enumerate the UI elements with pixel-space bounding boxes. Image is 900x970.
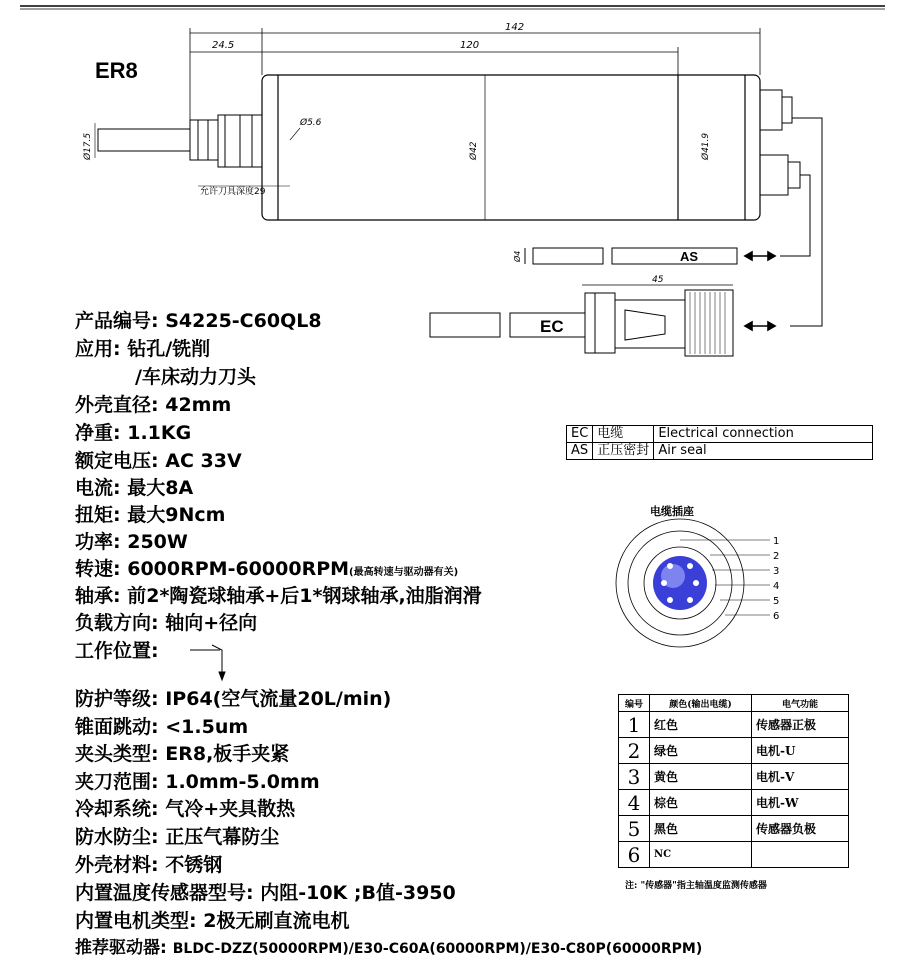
as-dia: Ø4 — [513, 250, 522, 262]
legend-row — [567, 426, 873, 443]
pin-label-6: 6 — [773, 611, 780, 622]
dim-front: 24.5 — [212, 40, 235, 51]
pin-color: 黄色 — [650, 764, 752, 790]
pin-num: 3 — [619, 764, 650, 790]
pin-table-note: 注: "传感器"指主轴温度监测传感器 — [625, 881, 767, 891]
spec-work-position: 工作位置: — [75, 640, 159, 662]
pin-func: 电机-V — [752, 764, 849, 790]
collet-label: ER8 — [95, 58, 138, 83]
legend-row — [567, 443, 873, 460]
ec-label: EC — [540, 317, 564, 336]
pin-table — [618, 694, 849, 868]
spec-driver: 推荐驱动器: BLDC-DZZ(50000RPM)/E30-C60A(60000RPM)/E30-C80P(60000RPM) — [75, 938, 703, 958]
pin-num: 2 — [619, 738, 650, 764]
spec-rated-voltage: 额定电压: AC 33V — [75, 450, 242, 472]
dim-rear-dia: Ø41.9 — [701, 132, 711, 160]
spec-application-cont: /车床动力刀头 — [135, 366, 256, 388]
pin-num: 1 — [619, 712, 650, 738]
spec-current: 电流: 最大8A — [75, 477, 194, 499]
spec-speed: 转速: 6000RPM-60000RPM(最高转速与驱动器有关) — [75, 558, 459, 580]
spec-product-id: 产品编号: S4225-C60QL8 — [75, 310, 322, 332]
pin-label-1: 1 — [773, 536, 780, 547]
dim-depth: 允许刀具深度29 — [200, 187, 266, 197]
legend-en: Electrical connection — [654, 426, 873, 443]
work-position-icon — [190, 645, 225, 680]
spec-runout: 锥面跳动: <1.5um — [75, 716, 249, 738]
dim-tool-dia: Ø5.6 — [300, 118, 322, 128]
spec-protection: 防护等级: IP64(空气流量20L/min) — [75, 688, 392, 710]
pin-label-2: 2 — [773, 551, 780, 562]
pin-num: 5 — [619, 816, 650, 842]
ec-len: 45 — [652, 275, 664, 285]
spec-clamp-range: 夹刀范围: 1.0mm-5.0mm — [75, 771, 320, 793]
pin-row — [619, 790, 849, 816]
dim-body: 120 — [460, 40, 480, 51]
spec-housing-material: 外壳材料: 不锈钢 — [75, 854, 223, 876]
legend-code: AS — [567, 443, 593, 460]
connector-title: 电缆插座 — [650, 505, 694, 518]
pin-row — [619, 738, 849, 764]
pin-label-5: 5 — [773, 596, 780, 607]
spec-dustproof: 防水防尘: 正压气幕防尘 — [75, 826, 280, 848]
pin-label-3: 3 — [773, 566, 780, 577]
pin-func — [752, 842, 849, 868]
dim-overall: 142 — [505, 22, 525, 33]
spec-temp-sensor: 内置温度传感器型号: 内阻-10K ;B值-3950 — [75, 882, 456, 904]
pin-color: NC — [650, 842, 752, 868]
spec-cooling: 冷却系统: 气冷+夹具散热 — [75, 798, 296, 820]
pin-row — [619, 764, 849, 790]
spec-collet-type: 夹头类型: ER8,板手夹紧 — [75, 743, 290, 765]
legend-table — [566, 425, 873, 460]
pin-table-header — [619, 695, 849, 712]
pin-func: 电机-W — [752, 790, 849, 816]
spec-torque: 扭矩: 最大9Ncm — [75, 504, 226, 526]
pin-color: 黑色 — [650, 816, 752, 842]
pin-row — [619, 712, 849, 738]
pin-color: 棕色 — [650, 790, 752, 816]
spec-bearing: 轴承: 前2*陶瓷球轴承+后1*钢球轴承,油脂润滑 — [75, 585, 482, 607]
pin-func: 电机-U — [752, 738, 849, 764]
spec-housing-diameter: 外壳直径: 42mm — [75, 394, 232, 416]
pin-color: 绿色 — [650, 738, 752, 764]
legend-cn: 正压密封 — [593, 443, 654, 460]
pin-func: 传感器负极 — [752, 816, 849, 842]
header-num: 编号 — [619, 695, 650, 712]
header-color: 颜色(输出电缆) — [650, 695, 752, 712]
connector-face — [616, 519, 744, 647]
pin-func: 传感器正极 — [752, 712, 849, 738]
pin-color: 红色 — [650, 712, 752, 738]
pin-label-4: 4 — [773, 581, 780, 592]
header-func: 电气功能 — [752, 695, 849, 712]
dim-shaft-dia: Ø17.5 — [83, 132, 93, 160]
pin-num: 4 — [619, 790, 650, 816]
pin-row — [619, 816, 849, 842]
pin-row — [619, 842, 849, 868]
spec-load-direction: 负载方向: 轴向+径向 — [75, 612, 258, 634]
dim-body-dia: Ø42 — [469, 141, 479, 160]
pin-num: 6 — [619, 842, 650, 868]
spec-application: 应用: 钻孔/铣削 — [75, 338, 211, 360]
spec-power: 功率: 250W — [75, 531, 188, 553]
spec-net-weight: 净重: 1.1KG — [75, 422, 192, 444]
legend-cn: 电缆 — [593, 426, 654, 443]
legend-en: Air seal — [654, 443, 873, 460]
as-label: AS — [680, 249, 699, 264]
legend-code: EC — [567, 426, 593, 443]
spec-motor-type: 内置电机类型: 2极无刷直流电机 — [75, 910, 350, 932]
